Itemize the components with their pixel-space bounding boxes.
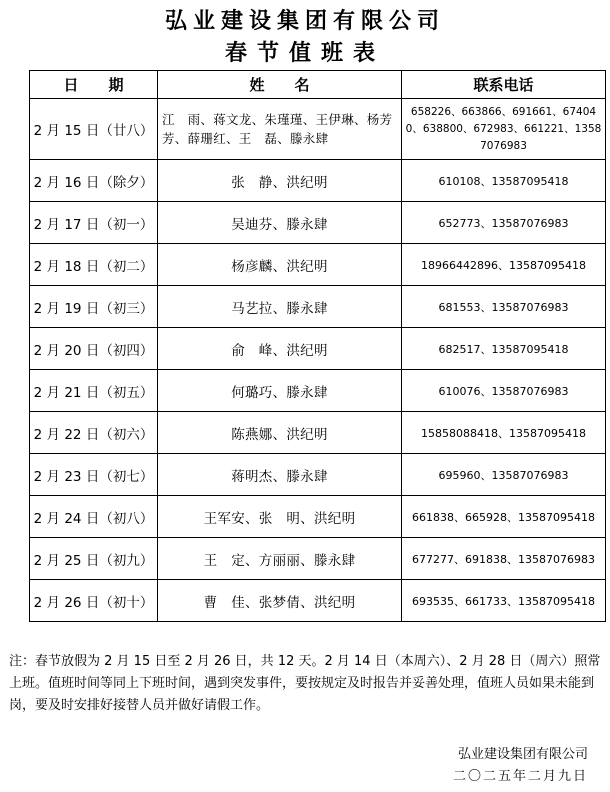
duty-roster-table <box>29 70 606 622</box>
names-cell: 江 雨、蒋文龙、朱瑾瑾、王伊琳、杨芳芳、薛珊红、王 磊、滕永肆 <box>158 99 402 160</box>
table-header-row <box>30 71 606 99</box>
table-row <box>30 496 606 538</box>
date-cell: 2 月 18 日（初二） <box>30 244 158 286</box>
phone-cell: 677277、691838、13587076983 <box>402 538 606 580</box>
table-row <box>30 580 606 622</box>
table-row <box>30 328 606 370</box>
date-cell: 2 月 20 日（初四） <box>30 328 158 370</box>
names-cell: 何璐巧、滕永肆 <box>158 370 402 412</box>
names-cell: 王 定、方丽丽、滕永肆 <box>158 538 402 580</box>
table-row <box>30 538 606 580</box>
phone-cell: 15858088418、13587095418 <box>402 412 606 454</box>
company-title: 弘业建设集团有限公司 <box>164 8 445 34</box>
names-cell: 马艺拉、滕永肆 <box>158 286 402 328</box>
date-cell: 2 月 22 日（初六） <box>30 412 158 454</box>
table-row <box>30 370 606 412</box>
names-cell: 陈燕娜、洪纪明 <box>158 412 402 454</box>
table-row <box>30 160 606 202</box>
table-row <box>30 286 606 328</box>
holiday-note: 注：春节放假为 2 月 15 日至 2 月 26 日，共 12 天。2 月 14 日（本周六）、2 月 28 日（周六）照常上班。值班时间等同上下班时间，遇到突发事件，要按规定及时报告并妥善处理，值班人员如果未能到岗，要及时安排好接替人员并做好请假工作。 <box>9 654 601 713</box>
header-date: 日 期 <box>30 71 158 99</box>
document-title: 春节值班表 <box>224 40 385 66</box>
phone-cell: 695960、13587076983 <box>402 454 606 496</box>
date-cell: 2 月 21 日（初五） <box>30 370 158 412</box>
names-cell: 吴迪芬、滕永肆 <box>158 202 402 244</box>
date-cell: 2 月 23 日（初七） <box>30 454 158 496</box>
names-cell: 曹 佳、张梦倩、洪纪明 <box>158 580 402 622</box>
table-row <box>30 244 606 286</box>
table-row <box>30 412 606 454</box>
phone-cell: 681553、13587076983 <box>402 286 606 328</box>
date-cell: 2 月 25 日（初九） <box>30 538 158 580</box>
table-row <box>30 202 606 244</box>
phone-cell: 610076、13587076983 <box>402 370 606 412</box>
phone-cell: 652773、13587076983 <box>402 202 606 244</box>
date-cell: 2 月 15 日（廿八） <box>30 99 158 160</box>
date-cell: 2 月 24 日（初八） <box>30 496 158 538</box>
names-cell: 王军安、张 明、洪纪明 <box>158 496 402 538</box>
phone-cell: 693535、661733、13587095418 <box>402 580 606 622</box>
phone-cell: 610108、13587095418 <box>402 160 606 202</box>
header-phone: 联系电话 <box>402 71 606 99</box>
date-cell: 2 月 19 日（初三） <box>30 286 158 328</box>
table-row <box>30 99 606 160</box>
phone-cell: 18966442896、13587095418 <box>402 244 606 286</box>
date-cell: 2 月 16 日（除夕） <box>30 160 158 202</box>
phone-cell: 658226、663866、691661、674040、638800、672983、661221、13587076983 <box>402 99 606 160</box>
names-cell: 俞 峰、洪纪明 <box>158 328 402 370</box>
names-cell: 张 静、洪纪明 <box>158 160 402 202</box>
table-row <box>30 454 606 496</box>
date-cell: 2 月 26 日（初十） <box>30 580 158 622</box>
signature-date: 二〇二五年二月九日 <box>452 769 588 784</box>
phone-cell: 661838、665928、13587095418 <box>402 496 606 538</box>
phone-cell: 682517、13587095418 <box>402 328 606 370</box>
signature-company: 弘业建设集团有限公司 <box>457 747 588 762</box>
date-cell: 2 月 17 日（初一） <box>30 202 158 244</box>
names-cell: 蒋明杰、滕永肆 <box>158 454 402 496</box>
names-cell: 杨彦麟、洪纪明 <box>158 244 402 286</box>
header-names: 姓 名 <box>158 71 402 99</box>
